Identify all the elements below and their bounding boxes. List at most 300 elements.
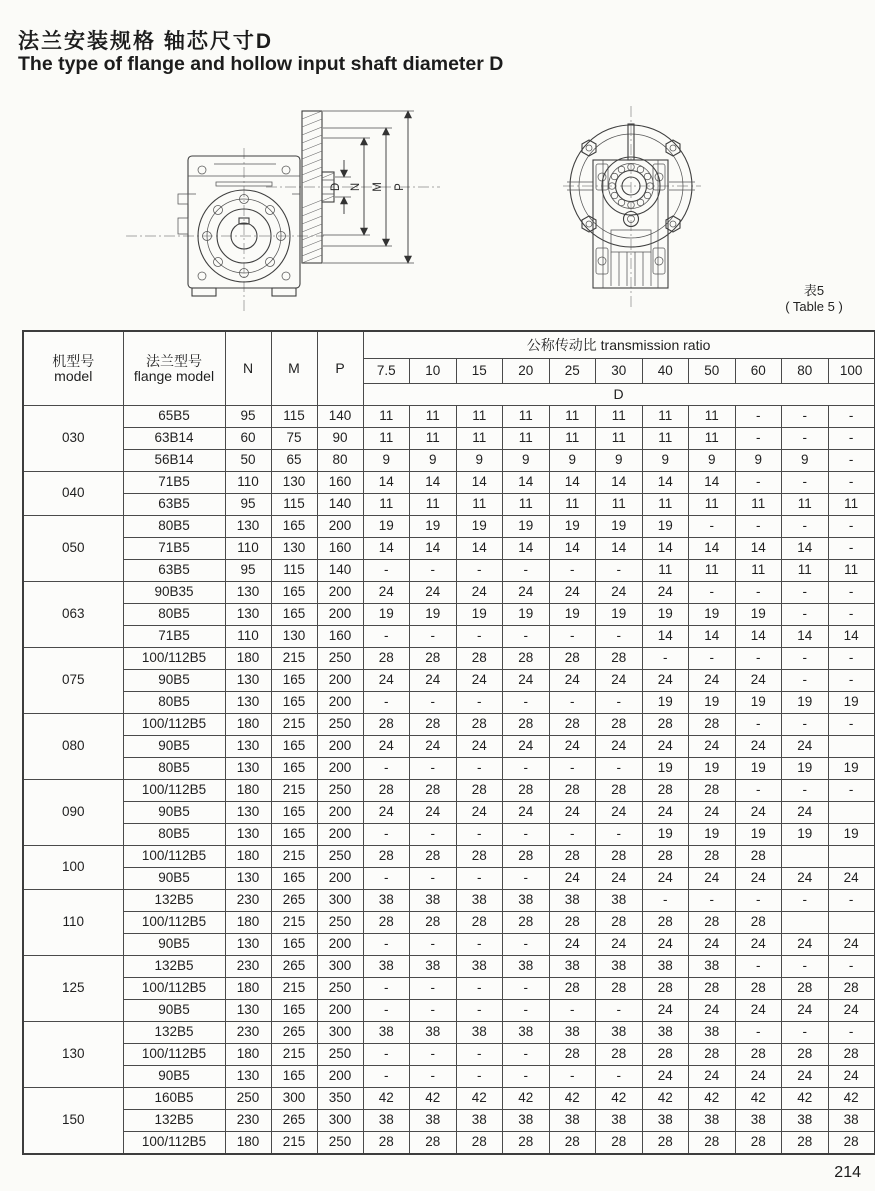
technical-drawings	[0, 96, 875, 318]
flange-cell: 63B5	[123, 560, 225, 582]
dim-label-n: N	[350, 182, 362, 192]
value-cell: 19	[456, 516, 503, 538]
value-cell: -	[782, 406, 829, 428]
value-cell: 24	[410, 736, 457, 758]
value-cell: 38	[735, 1110, 782, 1132]
value-cell: 24	[596, 670, 643, 692]
value-cell: 11	[503, 406, 550, 428]
flange-cell: 100/112B5	[123, 846, 225, 868]
value-cell: 24	[596, 736, 643, 758]
value-cell: 14	[596, 538, 643, 560]
value-cell: 230	[225, 1110, 271, 1132]
value-cell: 28	[735, 1132, 782, 1155]
value-cell: 19	[689, 758, 736, 780]
value-cell: 24	[503, 582, 550, 604]
value-cell: -	[456, 978, 503, 1000]
table-row	[23, 890, 875, 912]
model-cell: 125	[23, 956, 123, 1022]
value-cell: 130	[225, 824, 271, 846]
value-cell: 19	[642, 692, 689, 714]
value-cell: -	[735, 956, 782, 978]
value-cell: 28	[363, 714, 410, 736]
drawing-gearbox-front-view	[545, 98, 775, 316]
value-cell: 200	[317, 736, 363, 758]
value-cell: 38	[689, 956, 736, 978]
value-cell: -	[456, 1044, 503, 1066]
ratio-header-cell: 100	[828, 359, 875, 384]
value-cell: 24	[503, 670, 550, 692]
value-cell: -	[410, 824, 457, 846]
gearbox-front-body	[593, 124, 668, 288]
value-cell: 38	[456, 890, 503, 912]
value-cell: 24	[642, 802, 689, 824]
table-row	[23, 1132, 875, 1155]
flange-cell: 100/112B5	[123, 648, 225, 670]
value-cell: 50	[225, 450, 271, 472]
value-cell: 38	[410, 1022, 457, 1044]
value-cell: 200	[317, 670, 363, 692]
value-cell: 28	[689, 780, 736, 802]
value-cell: 19	[642, 758, 689, 780]
value-cell: 165	[271, 824, 317, 846]
value-cell: 14	[456, 472, 503, 494]
value-cell: -	[596, 1000, 643, 1022]
model-cell: 040	[23, 472, 123, 516]
value-cell: 130	[271, 472, 317, 494]
flange-dimension-table	[22, 330, 875, 1155]
table-number-zh: 表5	[803, 283, 825, 298]
value-cell: -	[410, 758, 457, 780]
value-cell: 165	[271, 582, 317, 604]
value-cell: 38	[828, 1110, 875, 1132]
value-cell: 28	[689, 714, 736, 736]
value-cell: -	[642, 890, 689, 912]
flange-cell: 90B5	[123, 1000, 225, 1022]
value-cell: -	[410, 1000, 457, 1022]
value-cell: 11	[642, 494, 689, 516]
value-cell: 28	[503, 846, 550, 868]
value-cell: -	[735, 472, 782, 494]
flange-cell: 56B14	[123, 450, 225, 472]
model-cell: 050	[23, 516, 123, 582]
value-cell: 19	[782, 692, 829, 714]
ratio-header-cell: 7.5	[363, 359, 410, 384]
table-row	[23, 670, 875, 692]
value-cell: 38	[503, 1110, 550, 1132]
value-cell: 110	[225, 626, 271, 648]
value-cell: 160	[317, 538, 363, 560]
value-cell: 24	[456, 802, 503, 824]
value-cell: 28	[410, 1132, 457, 1155]
ratio-header-cell: 25	[549, 359, 596, 384]
value-cell: -	[410, 1066, 457, 1088]
value-cell: 215	[271, 780, 317, 802]
dim-label-p: P	[394, 183, 406, 191]
value-cell: -	[363, 692, 410, 714]
value-cell: -	[363, 1066, 410, 1088]
value-cell: 28	[549, 1132, 596, 1155]
value-cell: 19	[782, 758, 829, 780]
value-cell: 250	[317, 846, 363, 868]
value-cell: 230	[225, 956, 271, 978]
table-row	[23, 450, 875, 472]
value-cell: 19	[456, 604, 503, 626]
col-header-m: M	[271, 331, 317, 406]
value-cell: 38	[782, 1110, 829, 1132]
value-cell: 9	[456, 450, 503, 472]
value-cell: 38	[363, 956, 410, 978]
value-cell: -	[735, 406, 782, 428]
value-cell: 115	[271, 494, 317, 516]
col-header-flange-en: flange model	[133, 367, 215, 384]
value-cell: -	[782, 780, 829, 802]
ratio-header-cell: 50	[689, 359, 736, 384]
value-cell: -	[456, 758, 503, 780]
value-cell: 19	[689, 824, 736, 846]
value-cell: 11	[642, 560, 689, 582]
value-cell: 28	[503, 714, 550, 736]
value-cell: 19	[410, 604, 457, 626]
value-cell: -	[456, 1000, 503, 1022]
value-cell: -	[828, 450, 875, 472]
value-cell: 38	[456, 1110, 503, 1132]
model-cell: 080	[23, 714, 123, 780]
value-cell: 19	[549, 604, 596, 626]
ratio-header-cell: 30	[596, 359, 643, 384]
value-cell: 350	[317, 1088, 363, 1110]
value-cell: 28	[596, 1044, 643, 1066]
value-cell: 28	[596, 780, 643, 802]
flange-cell: 90B5	[123, 802, 225, 824]
value-cell: 28	[735, 912, 782, 934]
value-cell: 42	[596, 1088, 643, 1110]
value-cell: 9	[503, 450, 550, 472]
table-row	[23, 824, 875, 846]
value-cell: 28	[363, 780, 410, 802]
value-cell: 14	[642, 626, 689, 648]
value-cell: 38	[549, 890, 596, 912]
flange-cell: 71B5	[123, 538, 225, 560]
value-cell: 9	[596, 450, 643, 472]
value-cell: 28	[782, 1044, 829, 1066]
value-cell: 11	[503, 494, 550, 516]
value-cell: 24	[363, 736, 410, 758]
value-cell: -	[828, 582, 875, 604]
value-cell: 11	[735, 494, 782, 516]
value-cell: 14	[735, 538, 782, 560]
value-cell: -	[828, 1022, 875, 1044]
value-cell: -	[456, 868, 503, 890]
table-row	[23, 846, 875, 868]
value-cell: -	[735, 1022, 782, 1044]
value-cell: -	[503, 868, 550, 890]
value-cell: 38	[410, 890, 457, 912]
flange-cell: 71B5	[123, 472, 225, 494]
value-cell: -	[689, 582, 736, 604]
value-cell: 24	[782, 736, 829, 758]
value-cell: 200	[317, 802, 363, 824]
value-cell: 24	[363, 802, 410, 824]
value-cell: 24	[363, 582, 410, 604]
value-cell: 11	[782, 560, 829, 582]
flange-cell: 90B5	[123, 868, 225, 890]
value-cell: 200	[317, 604, 363, 626]
value-cell: -	[828, 428, 875, 450]
value-cell: 180	[225, 780, 271, 802]
value-cell: 42	[410, 1088, 457, 1110]
value-cell: 200	[317, 692, 363, 714]
value-cell: 11	[503, 428, 550, 450]
value-cell: 24	[642, 582, 689, 604]
value-cell: -	[363, 978, 410, 1000]
value-cell: -	[782, 428, 829, 450]
value-cell: -	[689, 648, 736, 670]
flange-cell: 132B5	[123, 1110, 225, 1132]
value-cell: 11	[735, 560, 782, 582]
table-row	[23, 956, 875, 978]
value-cell: 14	[410, 472, 457, 494]
value-cell: 24	[828, 934, 875, 956]
value-cell: 28	[410, 846, 457, 868]
value-cell: -	[503, 934, 550, 956]
value-cell: -	[596, 824, 643, 846]
value-cell: 24	[735, 670, 782, 692]
value-cell	[828, 912, 875, 934]
value-cell: 24	[456, 670, 503, 692]
value-cell: 38	[642, 1110, 689, 1132]
value-cell: -	[456, 824, 503, 846]
dim-label-d: D	[330, 182, 342, 192]
table-row	[23, 978, 875, 1000]
value-cell: 28	[596, 648, 643, 670]
value-cell: 38	[503, 890, 550, 912]
page-number: 214	[834, 1164, 861, 1181]
value-cell: 24	[596, 868, 643, 890]
value-cell: 24	[689, 1066, 736, 1088]
value-cell: 28	[503, 912, 550, 934]
value-cell: 24	[782, 1066, 829, 1088]
value-cell: -	[828, 670, 875, 692]
value-cell: 215	[271, 1132, 317, 1155]
value-cell: -	[689, 890, 736, 912]
value-cell: 24	[782, 934, 829, 956]
value-cell: 130	[225, 758, 271, 780]
flange-cell: 80B5	[123, 692, 225, 714]
value-cell: -	[689, 516, 736, 538]
value-cell: -	[735, 582, 782, 604]
value-cell: -	[735, 516, 782, 538]
value-cell: 200	[317, 934, 363, 956]
model-cell: 063	[23, 582, 123, 648]
value-cell: 28	[596, 978, 643, 1000]
value-cell: 14	[503, 472, 550, 494]
value-cell: -	[456, 560, 503, 582]
value-cell: 24	[549, 582, 596, 604]
value-cell: 11	[689, 428, 736, 450]
value-cell: 28	[456, 912, 503, 934]
value-cell: 200	[317, 516, 363, 538]
value-cell: 14	[828, 626, 875, 648]
value-cell: -	[828, 780, 875, 802]
value-cell: 140	[317, 560, 363, 582]
value-cell: 11	[689, 560, 736, 582]
value-cell: 24	[596, 582, 643, 604]
value-cell: 38	[503, 956, 550, 978]
value-cell: 180	[225, 978, 271, 1000]
value-cell: 90	[317, 428, 363, 450]
value-cell: 95	[225, 406, 271, 428]
value-cell: 165	[271, 670, 317, 692]
value-cell: 14	[689, 472, 736, 494]
value-cell: 24	[689, 934, 736, 956]
value-cell: 38	[549, 1022, 596, 1044]
page-title-zh: 法兰安装规格 轴芯尺寸D	[18, 30, 273, 53]
value-cell: 28	[456, 1132, 503, 1155]
value-cell: 9	[410, 450, 457, 472]
value-cell: -	[363, 560, 410, 582]
value-cell: -	[503, 758, 550, 780]
value-cell: 19	[782, 824, 829, 846]
value-cell: 38	[503, 1022, 550, 1044]
value-cell: 14	[735, 626, 782, 648]
model-cell: 150	[23, 1088, 123, 1155]
value-cell: 28	[410, 714, 457, 736]
table-row	[23, 604, 875, 626]
value-cell: 38	[363, 890, 410, 912]
value-cell: 265	[271, 1110, 317, 1132]
value-cell: -	[363, 824, 410, 846]
value-cell: 165	[271, 516, 317, 538]
value-cell: 14	[456, 538, 503, 560]
value-cell: -	[782, 714, 829, 736]
value-cell: 28	[363, 912, 410, 934]
ratio-header-cell: 40	[642, 359, 689, 384]
flange-cell: 90B5	[123, 670, 225, 692]
value-cell: 9	[689, 450, 736, 472]
value-cell: -	[549, 626, 596, 648]
value-cell: -	[549, 1000, 596, 1022]
value-cell: -	[828, 714, 875, 736]
value-cell: 130	[225, 1066, 271, 1088]
ratio-header-cell: 80	[782, 359, 829, 384]
value-cell: 180	[225, 1132, 271, 1155]
value-cell: 38	[549, 1110, 596, 1132]
value-cell: -	[549, 758, 596, 780]
value-cell: -	[410, 626, 457, 648]
value-cell: -	[782, 648, 829, 670]
value-cell: -	[828, 472, 875, 494]
value-cell: 250	[317, 978, 363, 1000]
table-row	[23, 692, 875, 714]
value-cell: 24	[410, 670, 457, 692]
value-cell: 300	[271, 1088, 317, 1110]
page-title-en: The type of flange and hollow input shaft diameter D	[18, 53, 504, 75]
value-cell: 24	[503, 736, 550, 758]
value-cell: -	[828, 406, 875, 428]
value-cell: 28	[549, 912, 596, 934]
value-cell: 24	[642, 1066, 689, 1088]
value-cell: 24	[828, 868, 875, 890]
value-cell: 160	[317, 626, 363, 648]
col-header-model-en: model	[54, 367, 93, 384]
table-row	[23, 1000, 875, 1022]
value-cell: 215	[271, 846, 317, 868]
value-cell: 200	[317, 758, 363, 780]
value-cell: -	[596, 692, 643, 714]
value-cell: 165	[271, 1000, 317, 1022]
value-cell: 60	[225, 428, 271, 450]
ratio-header-cell: 60	[735, 359, 782, 384]
value-cell: 28	[549, 714, 596, 736]
table-row	[23, 912, 875, 934]
value-cell: 11	[549, 406, 596, 428]
table-row	[23, 648, 875, 670]
value-cell: 165	[271, 736, 317, 758]
value-cell: -	[456, 692, 503, 714]
value-cell: 11	[410, 494, 457, 516]
value-cell: 28	[828, 1044, 875, 1066]
value-cell: -	[642, 648, 689, 670]
value-cell: 165	[271, 1066, 317, 1088]
value-cell: 28	[549, 648, 596, 670]
flange-cell: 90B5	[123, 736, 225, 758]
value-cell: 80	[317, 450, 363, 472]
table-row	[23, 1088, 875, 1110]
value-cell: 28	[689, 1132, 736, 1155]
value-cell: 28	[596, 714, 643, 736]
value-cell: 180	[225, 912, 271, 934]
value-cell: 14	[689, 538, 736, 560]
value-cell: -	[828, 538, 875, 560]
value-cell: 24	[549, 670, 596, 692]
value-cell: 180	[225, 648, 271, 670]
value-cell: 38	[689, 1022, 736, 1044]
value-cell: 115	[271, 406, 317, 428]
flange-cell: 71B5	[123, 626, 225, 648]
value-cell: 28	[410, 780, 457, 802]
ratio-header-cell: 20	[503, 359, 550, 384]
value-cell: 28	[782, 978, 829, 1000]
value-cell: 9	[735, 450, 782, 472]
value-cell: -	[735, 780, 782, 802]
value-cell: 9	[642, 450, 689, 472]
value-cell: 38	[642, 1022, 689, 1044]
value-cell: 130	[225, 670, 271, 692]
value-cell: 14	[782, 538, 829, 560]
value-cell: 38	[363, 1022, 410, 1044]
value-cell: 300	[317, 890, 363, 912]
value-cell: 130	[225, 1000, 271, 1022]
value-cell: -	[363, 758, 410, 780]
value-cell: -	[410, 1044, 457, 1066]
value-cell: 19	[689, 692, 736, 714]
table-row	[23, 934, 875, 956]
value-cell: -	[596, 626, 643, 648]
value-cell: 11	[596, 428, 643, 450]
value-cell: 38	[596, 890, 643, 912]
flange-cell: 132B5	[123, 956, 225, 978]
value-cell: 28	[642, 1132, 689, 1155]
value-cell: 14	[642, 472, 689, 494]
value-cell: -	[828, 604, 875, 626]
col-header-model-zh: 机型号	[52, 352, 95, 369]
dim-label-m: M	[372, 182, 384, 192]
value-cell: 130	[225, 934, 271, 956]
value-cell: 11	[456, 428, 503, 450]
flange-cell: 100/112B5	[123, 1132, 225, 1155]
value-cell: 28	[503, 648, 550, 670]
value-cell: 215	[271, 978, 317, 1000]
